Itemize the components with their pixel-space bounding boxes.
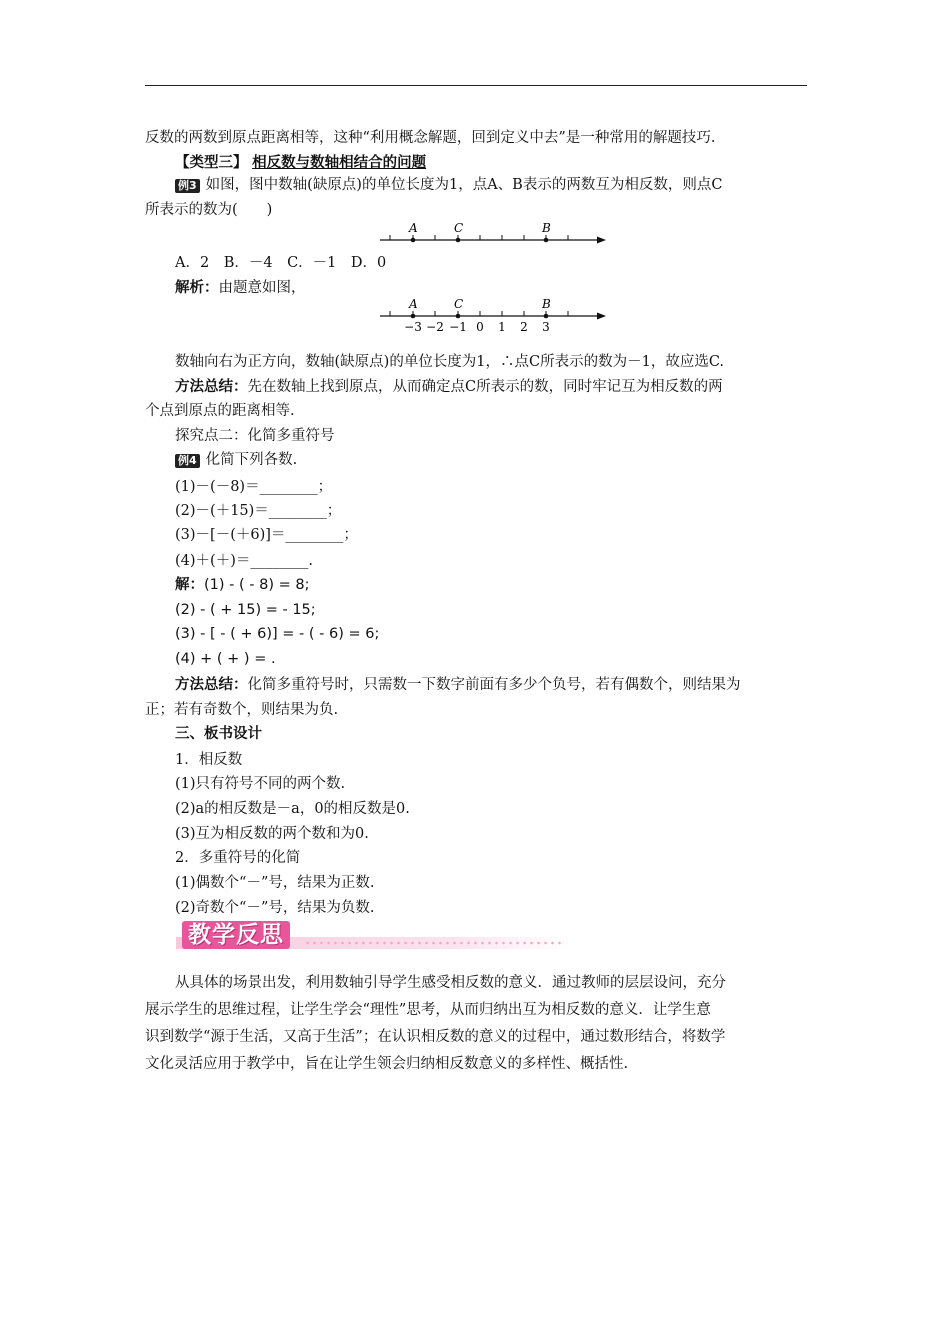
board-line-5: 2．多重符号的化简 xyxy=(175,850,301,866)
example4-item-1: (1)－(－8)＝________； xyxy=(175,479,333,495)
reflection-title: 教学反思 xyxy=(182,921,290,949)
example3-line1 xyxy=(175,175,722,195)
number-line-2 xyxy=(378,294,608,338)
example4-badge: 例4 xyxy=(175,454,200,468)
type3-bracket: 【类型三】 xyxy=(175,155,248,171)
analysis-label: 解析： xyxy=(175,280,219,296)
example4-item-2: (2)－(＋15)＝________； xyxy=(175,503,342,519)
reflection-line-1: 从具体的场景出发，利用数轴引导学生感受相反数的意义．通过教师的层层设问，充分 xyxy=(175,975,726,991)
tick-label: 3 xyxy=(542,320,550,334)
board-line-7: (2)奇数个“－”号，结果为负数. xyxy=(175,900,375,916)
tick-label: −2 xyxy=(426,320,444,334)
example3-options: A．2 B．－4 C．－1 D．0 xyxy=(175,255,387,271)
method3-label: 方法总结： xyxy=(175,379,248,395)
solution-4: (4) + ( + ) = . xyxy=(175,651,276,667)
tick-label: −1 xyxy=(449,320,467,334)
board-line-1: 1．相反数 xyxy=(175,752,243,768)
example3-conclusion: 数轴向右为正方向，数轴(缺原点)的单位长度为1，∴点C所表示的数为－1，故应选C. xyxy=(175,354,725,370)
label-b-2: B xyxy=(542,297,551,311)
solution-3: (3) - [ - ( + 6)] = - ( - 6) = 6; xyxy=(175,626,380,642)
example3-text: 如图，图中数轴(缺原点)的单位长度为1，点A、B表示的两数互为相反数，则点C xyxy=(205,177,723,193)
board-heading: 三、板书设计 xyxy=(175,726,262,742)
label-a-2: A xyxy=(409,297,418,311)
point-a xyxy=(411,238,416,243)
solution-2: (2) - ( + 15) = - 15; xyxy=(175,602,316,618)
method4-line2: 正；若有奇数个，则结果为负. xyxy=(145,702,339,718)
solution-1: (1) - ( - 8) = 8; xyxy=(204,577,310,593)
label-b: B xyxy=(542,221,551,235)
method3-line1 xyxy=(175,377,723,397)
method4-text: 化简多重符号时，只需数一下数字前面有多少个负号，若有偶数个，则结果为 xyxy=(247,677,741,693)
analysis-line xyxy=(175,278,306,298)
point-c-2 xyxy=(456,314,461,319)
reflection-banner xyxy=(176,921,571,951)
point-c xyxy=(456,238,461,243)
tick-label: −3 xyxy=(404,320,422,334)
board-line-3: (2)a的相反数是－a，0的相反数是0. xyxy=(175,801,410,817)
point-b-2 xyxy=(544,314,549,319)
reflection-line-3: 识到数学“源于生活，又高于生活”；在认识相反数的意义的过程中，通过数形结合，将数学 xyxy=(145,1029,726,1045)
method4-line1 xyxy=(175,675,741,695)
example4-prompt-line xyxy=(175,450,297,470)
solution-label: 解： xyxy=(175,577,204,593)
point2-heading: 探究点二：化简多重符号 xyxy=(175,428,335,444)
header-rule xyxy=(145,85,807,86)
method3-line2: 个点到原点的距离相等. xyxy=(145,403,295,419)
banner-dots xyxy=(304,940,564,946)
label-c-2: C xyxy=(454,297,464,311)
method3-text: 先在数轴上找到原点，从而确定点C所表示的数，同时牢记互为相反数的两 xyxy=(247,379,723,395)
method4-label: 方法总结： xyxy=(175,677,248,693)
example4-prompt: 化简下列各数. xyxy=(205,452,298,468)
reflection-line-2: 展示学生的思维过程，让学生学会“理性”思考，从而归纳出互为相反数的意义．让学生意 xyxy=(145,1002,711,1018)
tick-label: 1 xyxy=(498,320,506,334)
tick-label: 2 xyxy=(520,320,528,334)
example4-item-4: (4)＋(＋)＝________. xyxy=(175,553,313,569)
intro-line: 反数的两数到原点距离相等，这种“利用概念解题，回到定义中去”是一种常用的解题技巧. xyxy=(145,130,716,146)
tick-label: 0 xyxy=(476,320,484,334)
type3-heading xyxy=(175,153,426,173)
point-a-2 xyxy=(411,314,416,319)
board-line-2: (1)只有符号不同的两个数. xyxy=(175,776,346,792)
reflection-line-4: 文化灵活应用于教学中，旨在让学生领会归纳相反数意义的多样性、概括性. xyxy=(145,1056,629,1072)
point-b xyxy=(544,238,549,243)
number-line-1 xyxy=(378,218,608,250)
example3-badge: 例3 xyxy=(175,179,200,193)
example3-line2: 所表示的数为( ) xyxy=(145,202,273,218)
board-line-6: (1)偶数个“－”号，结果为正数. xyxy=(175,875,375,891)
label-c: C xyxy=(454,221,464,235)
type3-title: 相反数与数轴相结合的问题 xyxy=(252,155,427,171)
analysis-text: 由题意如图， xyxy=(218,280,306,296)
label-a: A xyxy=(409,221,418,235)
solution-line-1 xyxy=(175,575,309,595)
example4-item-3: (3)－[－(＋6)]＝________； xyxy=(175,527,358,543)
board-line-4: (3)互为相反数的两个数和为0. xyxy=(175,826,369,842)
